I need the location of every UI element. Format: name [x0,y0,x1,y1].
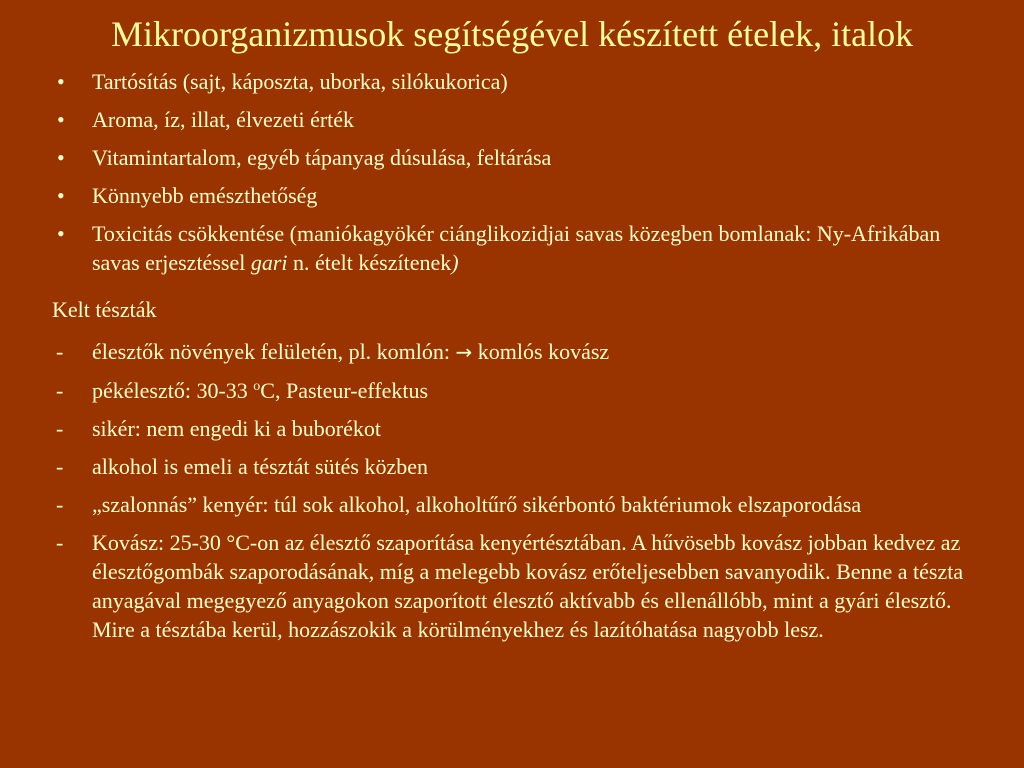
slide-title: Mikroorganizmusok segítségével készített ételek, italok [110,14,914,54]
dash-text-part: komlós kovász [472,339,610,364]
bullet-mark: • [57,107,65,132]
bullet-mark: • [57,183,65,208]
dash-text: Kovász: 25-30 °C-on az élesztő szaporítása kenyértésztában. A hűvösebb kovász jobban kedvez az élesztőgombák szaporodásának, míg a melegebb kovász erőteljesebben savanyodik. Benne a tészta anyagával megegyező anyagokon szaporított élesztő aktívabb és ellenállóbb, mint a gyári élesztő. Mire a tésztába kerül, hozzászokik a körülményekhez és lazítóhatása nagyobb lesz. [92,530,964,642]
bullet-item [52,181,992,210]
dash-item [52,337,992,367]
bullet-text: Vitamintartalom, egyéb tápanyag dúsulása, feltárása [92,145,552,170]
bullet-text: Tartósítás (sajt, káposzta, uborka, silókukorica) [92,69,508,94]
dash-text [92,339,609,364]
section-heading: Kelt tészták [52,297,157,322]
slide-content [52,67,992,653]
bullet-list [52,67,992,277]
bullet-text-part: n. ételt készítenek [287,250,452,275]
dash-text: „szalonnás” kenyér: túl sok alkohol, alkoholtűrő sikérbontó baktériumok elszaporodása [92,492,862,517]
bullet-item [52,105,992,134]
bullet-text-part: Toxicitás csökkentése (maniókagyökér ciánglikozidjai savas közegben bomlanak: Ny-Afrikában savas erjesztéssel [92,221,941,275]
bullet-mark: • [57,221,65,246]
dash-text-part: pékélesztő: 30-33 [92,378,254,403]
dash-text [92,378,428,403]
right-arrow-icon: → [455,340,473,364]
dash-item [52,376,992,405]
dash-item [52,490,992,519]
bullet-item [52,67,992,96]
dash-item [52,452,992,481]
dash-text-part: C, Pasteur-effektus [260,378,429,403]
dash-mark: - [56,416,64,441]
dash-mark: - [56,454,64,479]
dash-mark: - [56,492,64,517]
bullet-text: Aroma, íz, illat, élvezeti érték [92,107,355,132]
degree-superscript: o [253,379,261,394]
dash-text-part: élesztők növények felületén, pl. komlón: [92,339,456,364]
dash-text: sikér: nem engedi ki a buborékot [92,416,381,441]
dash-mark: - [56,339,64,364]
bullet-text-toxicity [92,221,940,275]
dash-item [52,414,992,443]
bullet-mark: • [57,69,65,94]
gari-term: gari [250,250,288,275]
dash-item [52,528,992,644]
dash-text: alkohol is emeli a tésztát sütés közben [92,454,429,479]
closing-paren: ) [451,250,459,275]
bullet-item [52,219,992,277]
dash-list [52,337,992,644]
bullet-text: Könnyebb emészthetőség [92,183,318,208]
bullet-mark: • [57,145,65,170]
dash-mark: - [56,378,64,403]
dash-mark: - [56,530,64,555]
bullet-item [52,143,992,172]
